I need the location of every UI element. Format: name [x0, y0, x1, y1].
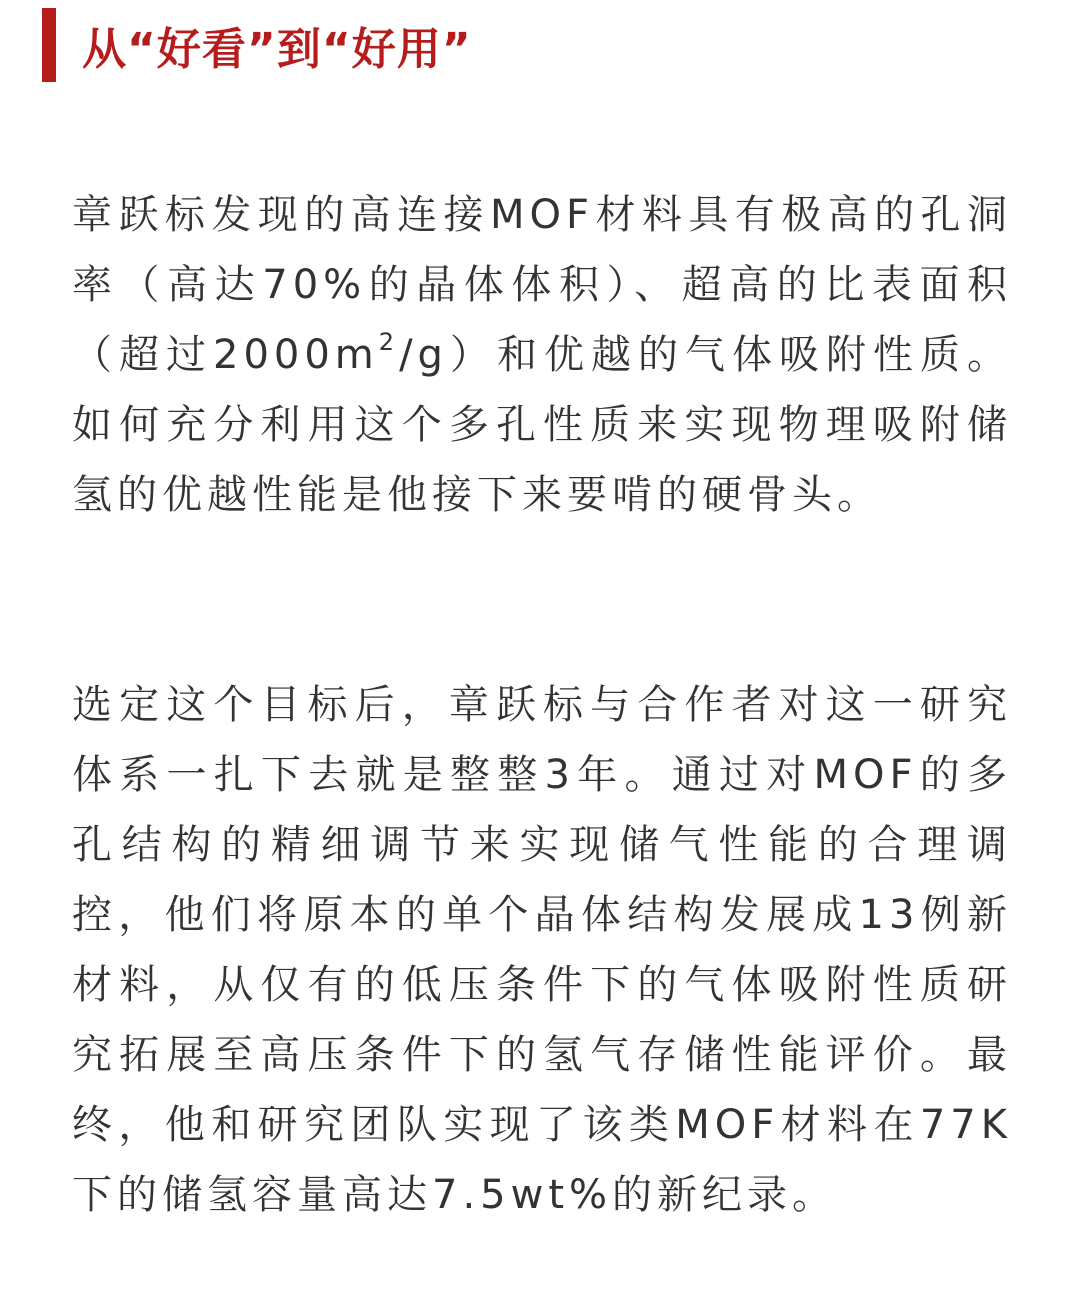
paragraph-2: 选定这个目标后，章跃标与合作者对这一研究体系一扎下去就是整整3年。通过对MOF的多孔结构的精细调节来实现储气性能的合理调控，他们将原本的单个晶体结构发展成13例新材料，从仅有的低压条件下的气体吸附性质研究拓展至高压条件下的氢气存储性能评价。最终，他和研究团队实现了该类MOF材料在77K下的储氢容量高达7.5wt%的新纪录。: [72, 682, 1012, 1218]
paragraph-1: [72, 180, 1012, 530]
heading-title: 从“好看”到“好用”: [82, 24, 472, 75]
heading-accent-bar: [42, 8, 56, 82]
section-heading: [42, 8, 472, 82]
paragraph-1-text-end: /g）和优越的气体吸附性质。如何充分利用这个多孔性质来实现物理吸附储氢的优越性能是他接下来要啃的硬骨头。: [72, 332, 1012, 518]
superscript-exponent: 2: [378, 327, 400, 356]
paragraph-1-text: 章跃标发现的高连接MOF材料具有极高的孔洞率（高达70%的晶体体积）、超高的比表面积（超过2000m: [72, 192, 1012, 378]
